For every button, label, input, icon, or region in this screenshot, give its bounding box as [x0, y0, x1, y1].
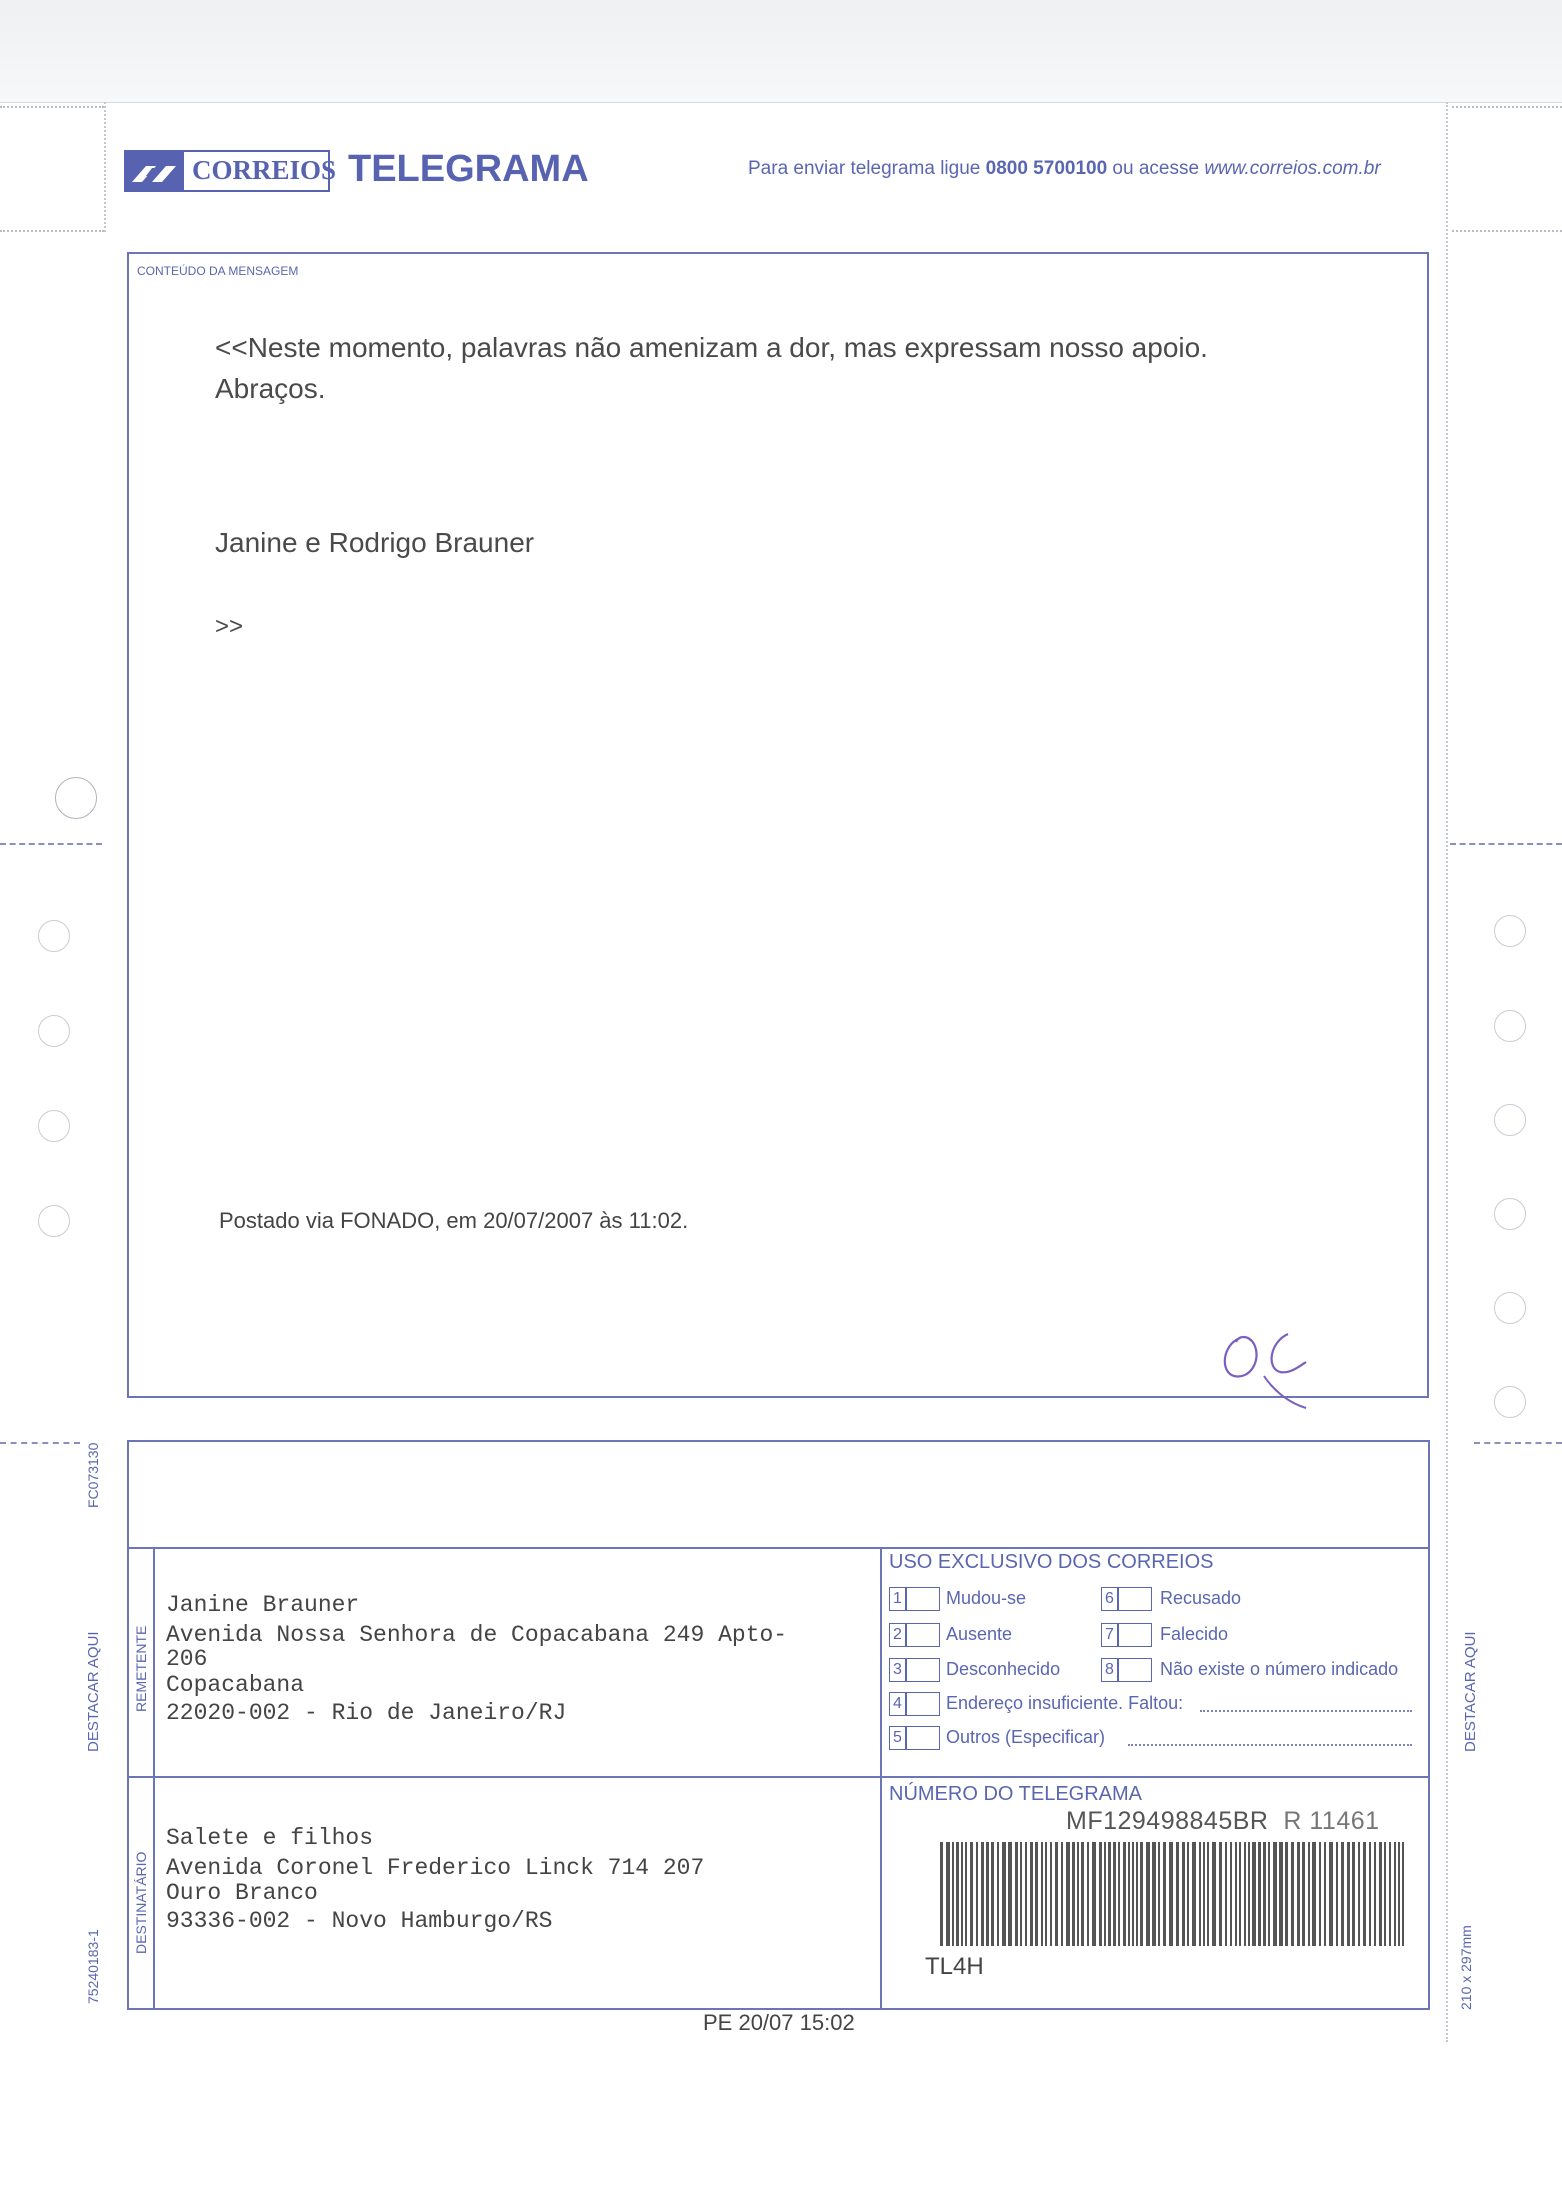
posted-info: Postado via FONADO, em 20/07/2007 às 11:02. — [219, 1208, 689, 1233]
barcode-bar — [1308, 1842, 1310, 1946]
recipient-street: Avenida Coronel Frederico Linck 714 207 — [166, 1855, 705, 1881]
detach-line-right-upper — [1450, 843, 1562, 845]
option-number: 4 — [889, 1692, 906, 1716]
barcode-bar — [1263, 1842, 1266, 1946]
barcode-bar — [1341, 1842, 1344, 1946]
barcode-bar — [1219, 1842, 1222, 1946]
barcode-bar — [1252, 1842, 1256, 1946]
paper-size: 210 x 297mm — [1458, 1925, 1474, 2010]
barcode-bar — [1163, 1842, 1166, 1946]
barcode-bar — [1087, 1842, 1089, 1946]
barcode-bar — [1104, 1842, 1106, 1946]
option-number: 2 — [889, 1623, 906, 1647]
detach-line-left-upper — [0, 843, 102, 845]
header-contact-note — [748, 158, 1381, 180]
barcode-bar — [940, 1842, 943, 1946]
barcode-bar — [1140, 1842, 1143, 1946]
message-section-label: CONTEÚDO DA MENSAGEM — [137, 264, 299, 278]
barcode-bar — [965, 1842, 967, 1946]
option-number: 1 — [889, 1587, 906, 1611]
detach-here-left: DESTACAR AQUI — [85, 1631, 102, 1752]
barcode-bar — [1248, 1842, 1250, 1946]
form-column-divider — [880, 1547, 882, 2008]
tear-line-left — [104, 102, 106, 232]
barcode-bar — [1285, 1842, 1288, 1946]
barcode-bar — [1379, 1842, 1382, 1946]
barcode-bar — [1072, 1842, 1075, 1946]
option-number: 6 — [1101, 1587, 1118, 1611]
option-label-outros: Outros (Especificar) — [946, 1727, 1106, 1747]
barcode-bar — [1061, 1842, 1063, 1946]
form-serial: 75240183-1 — [85, 1929, 101, 2004]
feed-hole — [1494, 1104, 1526, 1136]
barcode-bar — [1008, 1842, 1012, 1946]
barcode-bar — [1358, 1842, 1360, 1946]
recipient-postcode-city: 93336-002 - Novo Hamburgo/RS — [166, 1908, 553, 1934]
barcode-bar — [1302, 1842, 1305, 1946]
barcode-bar — [1025, 1842, 1027, 1946]
correios-logo-mark — [126, 152, 184, 190]
correios-logo — [124, 150, 337, 192]
checkbox-nao-existe-numero[interactable] — [1118, 1658, 1152, 1682]
barcode-bar — [1319, 1842, 1321, 1946]
barcode-bar — [1389, 1842, 1391, 1946]
feed-hole — [38, 1205, 70, 1237]
sender-unit: 206 — [166, 1646, 208, 1672]
option-number: 3 — [889, 1658, 906, 1682]
tear-line-right — [1446, 102, 1448, 2042]
document-title: TELEGRAMA — [348, 148, 589, 190]
barcode-bar — [970, 1842, 973, 1946]
barcode-bar — [1077, 1842, 1079, 1946]
barcode-bar — [946, 1842, 950, 1946]
detach-line-left-lower — [0, 1442, 80, 1444]
barcode — [938, 1842, 1410, 1946]
barcode-bar — [1336, 1842, 1338, 1946]
checkbox-mudou-se[interactable] — [906, 1587, 940, 1611]
checkbox-desconhecido[interactable] — [906, 1658, 940, 1682]
correios-logo-text: CORREIOS — [192, 155, 337, 185]
barcode-bar — [1187, 1842, 1189, 1946]
barcode-bar — [1128, 1842, 1130, 1946]
sender-postcode-city: 22020-002 - Rio de Janeiro/RJ — [166, 1700, 567, 1726]
barcode-bar — [1239, 1842, 1241, 1946]
perforation-left-2 — [0, 230, 104, 232]
note-prefix: Para enviar telegrama ligue — [748, 158, 986, 179]
barcode-bar — [1092, 1842, 1096, 1946]
barcode-bar — [1152, 1842, 1156, 1946]
barcode-bar — [1176, 1842, 1179, 1946]
barcode-bar — [1347, 1842, 1350, 1946]
barcode-bar — [1402, 1842, 1404, 1946]
barcode-bar — [1020, 1842, 1022, 1946]
option-number: 8 — [1101, 1658, 1118, 1682]
tracking-code: MF129498845BR — [1066, 1807, 1269, 1835]
perforation-left-top — [0, 106, 104, 108]
perforation-right-2 — [1452, 230, 1562, 232]
barcode-bar — [986, 1842, 989, 1946]
barcode-bar — [952, 1842, 954, 1946]
posting-stamp: PE 20/07 15:02 — [703, 2010, 855, 2035]
telegram-number-title: NÚMERO DO TELEGRAMA — [889, 1783, 1142, 1805]
barcode-bar — [1118, 1842, 1120, 1946]
checkbox-outros[interactable] — [906, 1726, 940, 1750]
barcode-bar — [1279, 1842, 1283, 1946]
sender-street: Avenida Nossa Senhora de Copacabana 249 Apto- — [166, 1622, 788, 1648]
barcode-bar — [1066, 1842, 1070, 1946]
barcode-bar — [1374, 1842, 1376, 1946]
barcode-bar — [1291, 1842, 1294, 1946]
barcode-bar — [1108, 1842, 1111, 1946]
sender-district: Copacabana — [166, 1672, 305, 1698]
barcode-bar — [961, 1842, 963, 1946]
barcode-bar — [1041, 1842, 1043, 1946]
barcode-bar — [1324, 1842, 1326, 1946]
feed-hole — [38, 920, 70, 952]
message-line-2: Abraços. — [215, 373, 326, 404]
barcode-bar — [1136, 1842, 1138, 1946]
barcode-bar — [1099, 1842, 1102, 1946]
barcode-bar — [1297, 1842, 1300, 1946]
barcode-bar — [956, 1842, 959, 1946]
barcode-bar — [1002, 1842, 1006, 1946]
barcode-bar — [1384, 1842, 1386, 1946]
barcode-bar — [1207, 1842, 1209, 1946]
barcode-bar — [1132, 1842, 1134, 1946]
barcode-bar — [1081, 1842, 1084, 1946]
barcode-bar — [1329, 1842, 1333, 1946]
handwritten-initials-icon — [1210, 1310, 1330, 1420]
form-divider-top — [129, 1547, 1428, 1549]
barcode-bar — [1230, 1842, 1232, 1946]
form-label-column-line — [153, 1547, 155, 2008]
form-divider-middle — [129, 1776, 1428, 1778]
barcode-bar — [1212, 1842, 1216, 1946]
feed-hole — [1494, 915, 1526, 947]
barcode-bar — [1225, 1842, 1227, 1946]
option-number: 7 — [1101, 1623, 1118, 1647]
barcode-bar — [1203, 1842, 1205, 1946]
barcode-bar — [1312, 1842, 1316, 1946]
detach-here-right: DESTACAR AQUI — [1462, 1631, 1479, 1752]
barcode-bar — [1182, 1842, 1185, 1946]
sender-label: REMETENTE — [133, 1625, 149, 1712]
barcode-bar — [1394, 1842, 1396, 1946]
barcode-bar — [1363, 1842, 1366, 1946]
checkbox-falecido[interactable] — [1118, 1623, 1152, 1647]
barcode-bar — [1015, 1842, 1018, 1946]
feed-hole — [1494, 1292, 1526, 1324]
barcode-bar — [1199, 1842, 1201, 1946]
top-tear-strip — [0, 0, 1562, 103]
feed-hole — [1494, 1010, 1526, 1042]
barcode-bar — [1268, 1842, 1270, 1946]
barcode-bar — [1192, 1842, 1196, 1946]
barcode-bar — [976, 1842, 978, 1946]
barcode-bar — [1369, 1842, 1371, 1946]
feed-hole — [55, 777, 97, 819]
checkbox-recusado[interactable] — [1118, 1587, 1152, 1611]
correios-use-title: USO EXCLUSIVO DOS CORREIOS — [889, 1551, 1214, 1573]
barcode-bar — [1273, 1842, 1277, 1946]
barcode-bar — [1123, 1842, 1126, 1946]
form-code: FC073130 — [85, 1442, 101, 1508]
recipient-district: Ouro Branco — [166, 1880, 318, 1906]
barcode-bar — [1244, 1842, 1246, 1946]
option-label-nao-existe-numero: Não existe o número indicado — [1160, 1659, 1399, 1679]
barcode-bar — [1258, 1842, 1261, 1946]
barcode-bar — [991, 1842, 994, 1946]
barcode-bar — [997, 1842, 999, 1946]
barcode-bar — [1050, 1842, 1052, 1946]
perforation-right-top — [1452, 106, 1562, 108]
recipient-name: Salete e filhos — [166, 1825, 374, 1851]
option-label-mudou-se: Mudou-se — [946, 1588, 1027, 1608]
feed-hole — [38, 1015, 70, 1047]
option-label-endereco-insuficiente: Endereço insuficiente. Faltou: — [946, 1693, 1184, 1713]
checkbox-endereco-insuficiente[interactable] — [906, 1692, 940, 1716]
barcode-bar — [1146, 1842, 1150, 1946]
message-closing: >> — [215, 613, 244, 640]
barcode-bar — [1030, 1842, 1033, 1946]
barcode-bar — [1352, 1842, 1355, 1946]
barcode-bar — [1398, 1842, 1400, 1946]
recipient-label: DESTINATÁRIO — [133, 1851, 149, 1954]
service-code: TL4H — [925, 1953, 984, 1980]
option-label-desconhecido: Desconhecido — [946, 1659, 1061, 1679]
feed-hole — [1494, 1198, 1526, 1230]
barcode-bar — [1158, 1842, 1160, 1946]
note-middle: ou acesse — [1107, 158, 1205, 179]
feed-hole — [1494, 1386, 1526, 1418]
detach-line-right-lower — [1474, 1442, 1562, 1444]
phone-number: 0800 5700100 — [985, 158, 1108, 179]
barcode-bar — [1035, 1842, 1038, 1946]
sender-name: Janine Brauner — [166, 1592, 360, 1618]
checkbox-ausente[interactable] — [906, 1623, 940, 1647]
barcode-bar — [1113, 1842, 1116, 1946]
message-line-1: <<Neste momento, palavras não amenizam a dor, mas expressam nosso apoio. — [215, 332, 1208, 363]
barcode-bar — [981, 1842, 984, 1946]
telegram-number — [1066, 1807, 1380, 1836]
option-label-falecido: Falecido — [1160, 1624, 1229, 1644]
barcode-bar — [1235, 1842, 1237, 1946]
feed-hole — [38, 1110, 70, 1142]
barcode-bar — [1055, 1842, 1058, 1946]
route-code: R 11461 — [1283, 1807, 1380, 1835]
fill-line-faltou — [1200, 1710, 1412, 1712]
fill-line-outros — [1128, 1744, 1412, 1746]
website-link[interactable]: www.correios.com.br — [1204, 158, 1381, 179]
message-signature: Janine e Rodrigo Brauner — [215, 527, 535, 558]
option-label-ausente: Ausente — [946, 1624, 1013, 1644]
option-number: 5 — [889, 1726, 906, 1750]
barcode-bar — [1169, 1842, 1173, 1946]
option-label-recusado: Recusado — [1160, 1588, 1242, 1608]
barcode-bar — [1045, 1842, 1047, 1946]
correios-arrows-icon — [126, 152, 184, 190]
